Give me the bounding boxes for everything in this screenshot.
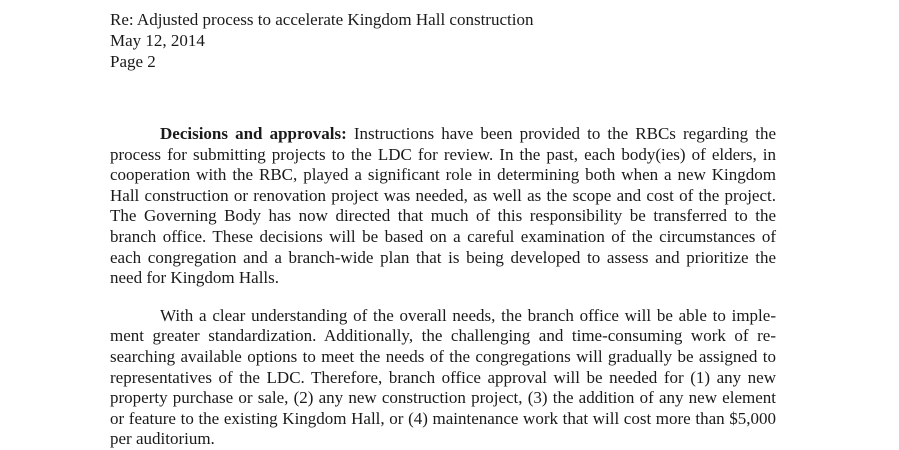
subject-line: Re: Adjusted process to accelerate Kingdom Hall construction (110, 10, 534, 29)
paragraph-decisions-and-approvals (110, 124, 776, 289)
paragraph-standardization (110, 306, 776, 450)
letter-body (110, 124, 776, 450)
letter-date: May 12, 2014 (110, 31, 205, 50)
section-heading: Decisions and approvals: (160, 124, 347, 143)
letter-header (110, 9, 533, 72)
paragraph-text: With a clear understanding of the overall needs, the branch office will be able to implement greater standardization. Additionally, the challenging and time-consuming work of researching available options to meet the needs of the congregations will gradually be assigned to representatives of the LDC. Therefore, branch office approval will be needed for (1) any new property purchase or sale, (2) any new construction project, (3) the addition of any new element or feature to the existing Kingdom Hall, or (4) maintenance work that will cost more than $5,000 per auditorium. (110, 305, 776, 449)
page-number: Page 2 (110, 52, 156, 71)
paragraph-text: Instructions have been provided to the RBCs regarding the process for submitting projects to the LDC for review. In the past, each body(ies) of elders, in cooperation with the RBC, played a significant role in determining both when a new Kingdom Hall construction or renovation project was needed, as well as the scope and cost of the project. The Governing Body has now directed that much of this responsibility be transferred to the branch office. These decisions will be based on a careful examination of the circumstances of each congregation and a branch-wide plan that is being developed to assess and prioritize the need for Kingdom Halls. (110, 124, 776, 288)
